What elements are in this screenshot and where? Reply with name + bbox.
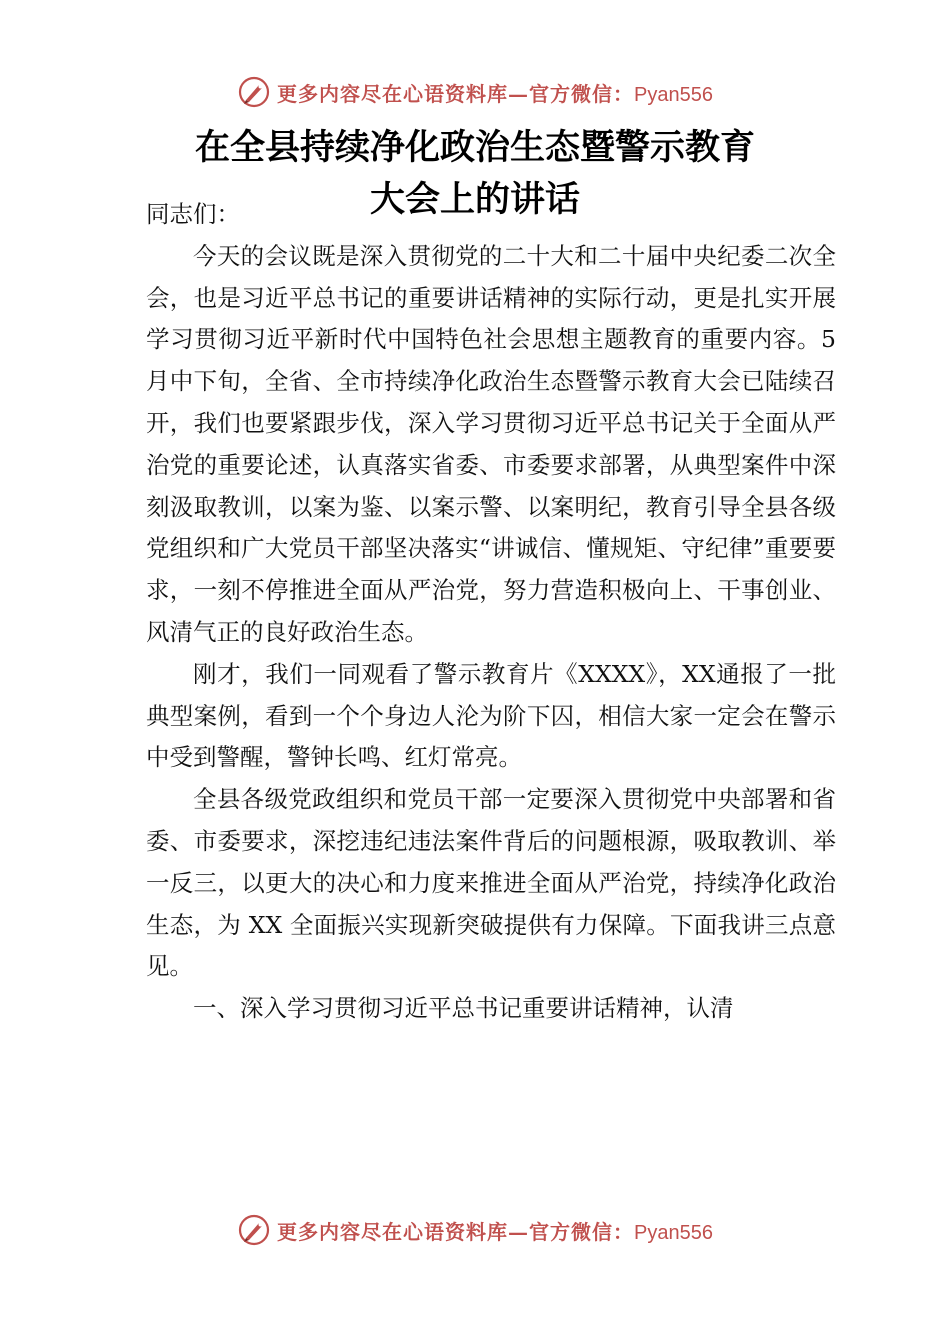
watermark-footer: [0, 1210, 950, 1250]
document-body: [146, 194, 836, 1030]
pen-nib-logo-icon: [237, 1213, 271, 1247]
title-line-1: 在全县持续净化政治生态暨警示教育: [194, 127, 755, 168]
watermark-wechat-id: Pyan556: [634, 1221, 713, 1244]
salutation: 同志们：: [146, 200, 240, 228]
watermark-text: 更多内容尽在心语资料库—官方微信：Pyan556: [277, 1219, 713, 1244]
paragraph-1: 今天的会议既是深入贯彻党的二十大和二十届中央纪委二次全会，也是习近平总书记的重要讲话精神的实际行动，更是扎实开展学习贯彻习近平新时代中国特色社会思想主题教育的重要内容。5月中下旬，全省、全市持续净化政治生态暨警示教育大会已陆续召开，我们也要紧跟步伐，深入学习贯彻习近平总书记关于全面从严治党的重要论述，认真落实省委、市委要求部署，从典型案件中深刻汲取教训，以案为鉴、以案示警、以案明纪，教育引导全县各级党组织和广大党员干部坚决落实“讲诚信、懂规矩、守纪律”重要要求，一刻不停推进全面从严治党，努力营造积极向上、干事创业、风清气正的良好政治生态。: [146, 241, 836, 646]
paragraph-2: 刚才，我们一同观看了警示教育片《XXXX》，XX通报了一批典型案例，看到一个个身边人沦为阶下囚，相信大家一定会在警示中受到警醒，警钟长鸣、红灯常亮。: [146, 659, 836, 772]
title-line-2: 大会上的讲话: [369, 179, 580, 220]
section-heading-1: 一、深入学习贯彻习近平总书记重要讲话精神，认清: [193, 994, 734, 1023]
watermark-text: 更多内容尽在心语资料库—官方微信：Pyan556: [277, 81, 713, 106]
paragraph-3: 全县各级党政组织和党员干部一定要深入贯彻党中央部署和省委、市委要求，深挖违纪违法案件背后的问题根源，吸取教训、举一反三，以更大的决心和力度来推进全面从严治党，持续净化政治生态，为 XX 全面振兴实现新突破提供有力保障。下面我讲三点意见。: [146, 785, 836, 981]
watermark-header: [0, 72, 950, 112]
watermark-wechat-id: Pyan556: [634, 83, 713, 106]
pen-nib-logo-icon: [237, 75, 271, 109]
